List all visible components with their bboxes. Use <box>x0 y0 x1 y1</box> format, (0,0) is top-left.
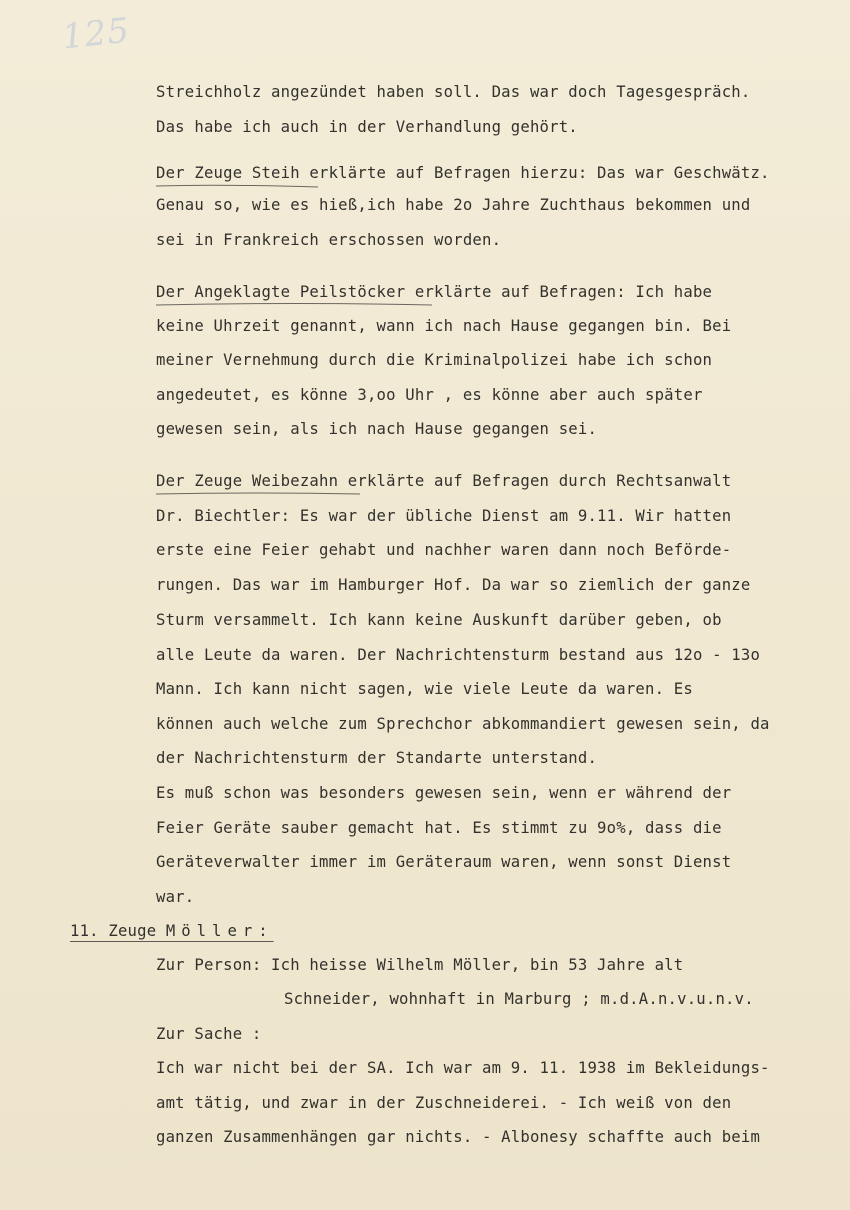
text-line: rungen. Das war im Hamburger Hof. Da war so ziemlich der ganze <box>156 576 751 594</box>
text-line: Zur Sache : <box>156 1025 262 1043</box>
witness-heading-prefix: 11. Zeuge <box>70 922 166 940</box>
text-line: gewesen sein, als ich nach Hause gegangen sei. <box>156 420 598 438</box>
text-line: Es muß schon was besonders gewesen sein, wenn er während der <box>156 784 732 802</box>
text-line: meiner Vernehmung durch die Kriminalpolizei habe ich schon <box>156 351 713 369</box>
handwritten-page-number: 125 <box>60 10 132 58</box>
text-line: Der Zeuge Weibezahn erklärte auf Befragen durch Rechtsanwalt <box>156 472 732 490</box>
text-line: Streichholz angezündet haben soll. Das war doch Tagesgespräch. <box>156 83 751 101</box>
text-line: Genau so, wie es hieß,ich habe 2o Jahre Zuchthaus bekommen und <box>156 196 751 214</box>
underline-mark <box>156 493 360 494</box>
text-line: alle Leute da waren. Der Nachrichtensturm bestand aus 12o - 13o <box>156 646 761 664</box>
text-line: Sturm versammelt. Ich kann keine Auskunft darüber geben, ob <box>156 611 722 629</box>
witness-heading-name: Möller: <box>165 922 274 940</box>
text-line: angedeutet, es könne 3,oo Uhr , es könne aber auch später <box>156 386 703 404</box>
witness-heading <box>70 921 274 941</box>
text-line: Der Angeklagte Peilstöcker erklärte auf Befragen: Ich habe <box>156 283 713 301</box>
text-line: Feier Geräte sauber gemacht hat. Es stimmt zu 9o%, dass die <box>156 819 722 837</box>
text-line: war. <box>156 888 195 906</box>
text-line: ganzen Zusammenhängen gar nichts. - Albonesy schaffte auch beim <box>156 1128 761 1146</box>
text-line: Dr. Biechtler: Es war der übliche Dienst am 9.11. Wir hatten <box>156 507 732 525</box>
text-line: Zur Person: Ich heisse Wilhelm Möller, bin 53 Jahre alt <box>156 956 684 974</box>
text-line: keine Uhrzeit genannt, wann ich nach Hause gegangen bin. Bei <box>156 317 732 335</box>
text-line: der Nachrichtensturm der Standarte unterstand. <box>156 749 598 767</box>
text-line: Das habe ich auch in der Verhandlung gehört. <box>156 118 578 136</box>
text-line: können auch welche zum Sprechchor abkommandiert gewesen sein, da <box>156 715 770 733</box>
text-line: amt tätig, und zwar in der Zuschneiderei. - Ich weiß von den <box>156 1094 732 1112</box>
text-line: Schneider, wohnhaft in Marburg ; m.d.A.n.v.u.n.v. <box>284 990 754 1008</box>
underline-mark <box>156 304 432 306</box>
underline-mark <box>156 185 318 187</box>
text-line: Der Zeuge Steih erklärte auf Befragen hierzu: Das war Geschwätz. <box>156 164 770 182</box>
text-line: erste eine Feier gehabt und nachher waren dann noch Beförde- <box>156 541 732 559</box>
text-line: Mann. Ich kann nicht sagen, wie viele Leute da waren. Es <box>156 680 693 698</box>
text-line: sei in Frankreich erschossen worden. <box>156 231 502 249</box>
text-line: Ich war nicht bei der SA. Ich war am 9. 11. 1938 im Bekleidungs- <box>156 1059 770 1077</box>
text-line: Geräteverwalter immer im Geräteraum waren, wenn sonst Dienst <box>156 853 732 871</box>
